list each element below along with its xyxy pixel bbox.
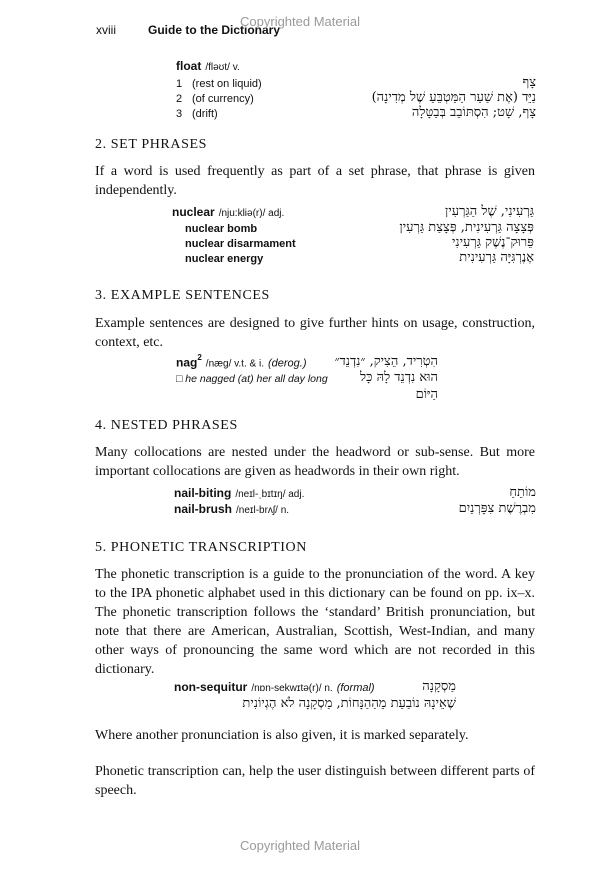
headword: nuclear	[172, 205, 215, 219]
entry-nuclear: nuclear /nju:kliə(r)/ adj. גַּרְעִינִי, שֶׁל הַגַּרְעִין nuclear bomb פְּצָצָה גַּרְעִינִית, פְּצָצַת גַּרְעִין nuclear disarmament פֵּרוּק־נֶשֶׁק גַּרְעִינִי nuclear energy אֶנֶרְגִּיָּה גַּרְעִינִית	[172, 204, 534, 265]
section-body-set-phrases: If a word is used frequently as part of a set phrase, that phrase is given independently.	[95, 164, 535, 198]
phrase-row: nuclear energy אֶנֶרְגִּיָּה גַּרְעִינִית	[185, 250, 534, 265]
sense-row: 1 (rest on liquid) צָף	[176, 75, 536, 90]
sense-row: 3 (drift) צָף, שָׁט; הִסְתּוֹבֵב בְּבַטָּלָה	[176, 105, 536, 120]
sense-row: 2 (of currency) נַיֵּד (אֶת שַׁעַר הַמַּטְבֵּעַ שֶׁל מְדִינָה)	[176, 90, 536, 105]
entry-nail-biting: nail-biting /neɪl-ˌbɪtɪŋ/ adj. מוֹתֵחַ	[174, 485, 536, 500]
watermark-bottom: Copyrighted Material	[240, 838, 360, 853]
entry-float	[176, 57, 536, 119]
example-hebrew: הוּא נִדְנֵד לָהּ כָּל הַיּוֹם	[360, 370, 438, 402]
closing-paragraph-2: Phonetic transcription can, help the user distinguish between different parts of speech.	[95, 764, 535, 798]
running-title: Guide to the Dictionary	[148, 23, 281, 37]
page-number: xviii	[96, 23, 116, 37]
section-title-phonetic-transcription: 5. PHONETIC TRANSCRIPTION	[95, 540, 307, 555]
headword: float	[176, 59, 202, 73]
example-sentence: □ he nagged (at) her all day long	[176, 373, 328, 385]
headword: nag	[176, 355, 198, 370]
section-title-nested-phrases: 4. NESTED PHRASES	[95, 418, 238, 433]
section-body-example-sentences: Example sentences are designed to give further hints on usage, construction, context, etc.	[95, 316, 535, 350]
closing-paragraph-1: Where another pronunciation is also given, it is marked separately.	[95, 728, 469, 743]
pronunciation: /næg/ v.t. & i.	[205, 358, 264, 370]
section-title-set-phrases: 2. SET PHRASES	[95, 137, 208, 152]
phrase-row: nuclear disarmament פֵּרוּק־נֶשֶׁק גַּרְעִינִי	[185, 235, 534, 250]
nested-entries	[174, 484, 536, 516]
pronunciation: /nju:kliə(r)/ adj.	[218, 208, 285, 219]
pronunciation: /nɒn-sekwɪtə(r)/ n.	[251, 683, 333, 694]
headword: non-sequitur	[174, 680, 248, 694]
entry-nag: nag$^2$ /næg/ v.t. & i. (derog.) הִטְרִיד, הֵצִיק, ״נִדְנֵד״ □ he nagged (at) her all day long הוּא נִדְנֵד לָהּ כָּל הַיּוֹם	[176, 353, 438, 402]
section-body-nested-phrases: Many collocations are nested under the headword or sub-sense. But more important collocations are given as headwords in their own right.	[95, 445, 535, 479]
entry-nail-brush: nail-brush /neɪl-brʌʃ/ n. מִבְרֶשֶׁת צִפָּרְנַיִם	[174, 501, 536, 516]
watermark-top: Copyrighted Material	[240, 14, 360, 29]
section-title-example-sentences: 3. EXAMPLE SENTENCES	[95, 288, 270, 303]
entry-non-sequitur: non-sequitur /nɒn-sekwɪtə(r)/ n. (formal) מַסְקָנָה שֶׁאֵינָהּ נוֹבַעַת מֵהַהַנָּחוֹת, מַסְקָנָה לֹא הֶגְיוֹנִית	[174, 679, 456, 711]
phrase-row: nuclear bomb פְּצָצָה גַּרְעִינִית, פְּצָצַת גַּרְעִין	[185, 220, 534, 235]
section-body-phonetic-transcription: The phonetic transcription is a guide to the pronunciation of the word. A key to the IPA phonetic alphabet used in this dictionary can be found on pp. ix–x. The phonetic transcription follows the ‘standard’ British pronunciation, but note that there are American, Australian, Scottish, West-Indian, and many other ways of pronouncing the same word which are not recorded in this dictionary.	[95, 567, 535, 677]
pronunciation: /fləʊt/ v.	[205, 62, 240, 73]
